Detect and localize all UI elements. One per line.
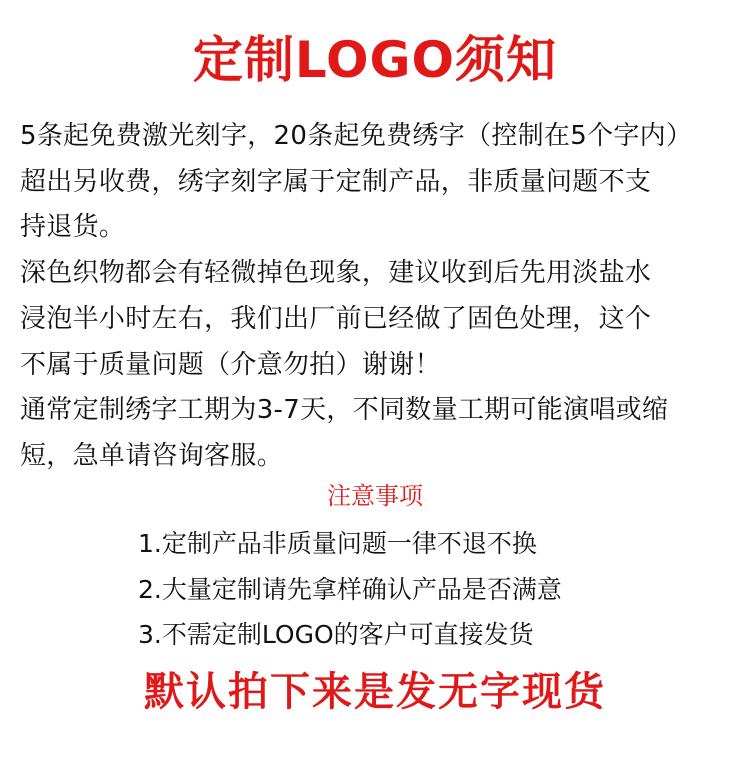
notice-list	[138, 521, 562, 658]
body-text	[20, 114, 740, 480]
body-line: 持退货。	[20, 212, 126, 243]
body-line: 超出另收费，绣字刻字属于定制产品，非质量问题不支	[20, 166, 652, 197]
body-line: 通常定制绣字工期为3-7天，不同数量工期可能演唱或缩	[20, 395, 669, 426]
body-line: 浸泡半小时左右，我们出厂前已经做了固色处理，这个	[20, 303, 652, 334]
body-line: 深色织物都会有轻微掉色现象，建议收到后先用淡盐水	[20, 258, 652, 289]
body-line: 短，急单请咨询客服。	[20, 440, 284, 471]
body-line: 5条起免费激光刻字，20条起免费绣字（控制在5个字内）	[20, 121, 693, 151]
body-line: 不属于质量问题（介意勿拍）谢谢！	[20, 349, 441, 380]
notice-item: 2.大量定制请先拿样确认产品是否满意	[138, 574, 562, 604]
notice-item: 3.不需定制LOGO的客户可直接发货	[138, 620, 534, 649]
notice-item: 1.定制产品非质量问题一律不退不换	[138, 529, 537, 558]
notice-heading: 注意事项	[327, 482, 423, 510]
page-title: 定制LOGO须知	[192, 31, 558, 89]
footer-note: 默认拍下来是发无字现货	[144, 669, 606, 715]
